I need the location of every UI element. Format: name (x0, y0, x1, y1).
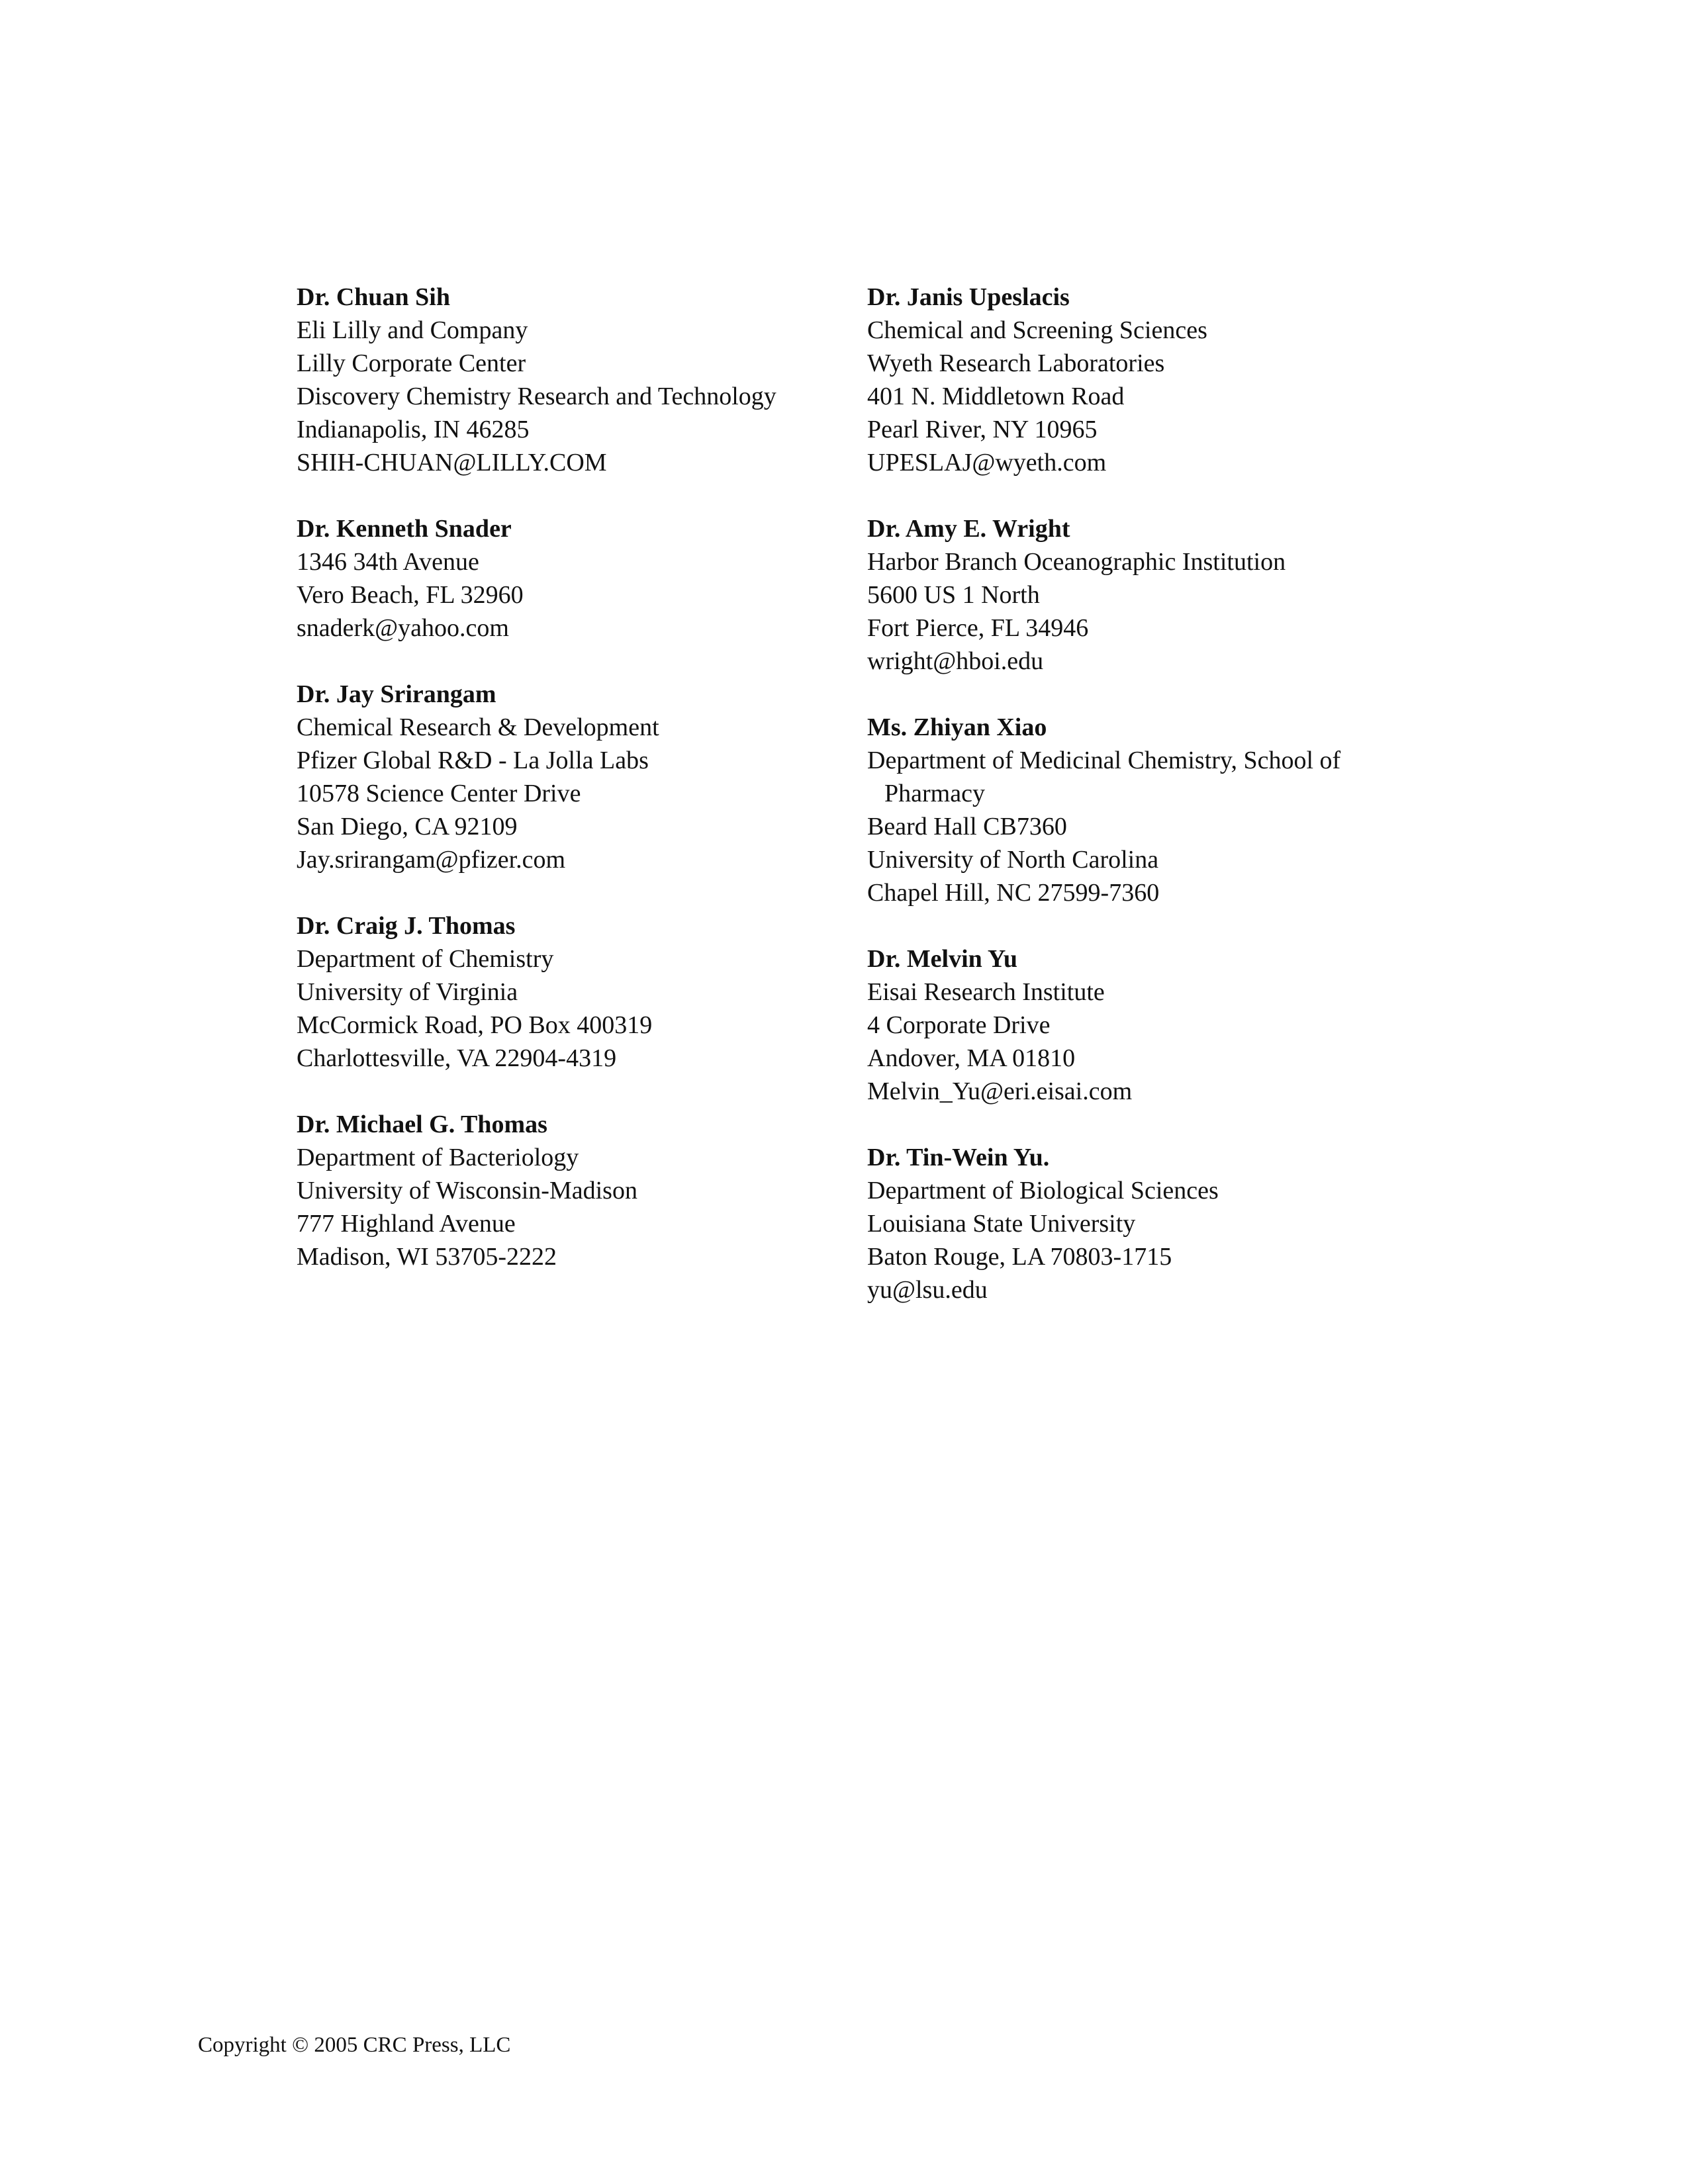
address-line: Madison, WI 53705-2222 (297, 1243, 557, 1271)
affiliation-line: Eisai Research Institute (867, 978, 1105, 1006)
affiliation-line: Lilly Corporate Center (297, 349, 526, 377)
address-line: 5600 US 1 North (867, 581, 1040, 609)
contributor-entry (297, 512, 839, 645)
address-line: Charlottesville, VA 22904-4319 (297, 1044, 617, 1072)
contributor-entry (867, 512, 1450, 678)
address-line: McCormick Road, PO Box 400319 (297, 1011, 653, 1039)
email-line: Melvin_Yu@eri.eisai.com (867, 1077, 1133, 1105)
contributor-entry (297, 1108, 839, 1273)
address-line: Beard Hall CB7360 (867, 813, 1067, 841)
address-line: Andover, MA 01810 (867, 1044, 1076, 1072)
affiliation-line: Louisiana State University (867, 1210, 1136, 1238)
contributor-entry (297, 909, 839, 1075)
address-line: Fort Pierce, FL 34946 (867, 614, 1089, 642)
address-line: San Diego, CA 92109 (297, 813, 518, 841)
contributor-entry (867, 942, 1450, 1108)
address-line: 401 N. Middletown Road (867, 383, 1125, 410)
contributor-name: Dr. Jay Srirangam (297, 680, 496, 708)
contributor-entry (867, 711, 1450, 909)
affiliation-line: Department of Bacteriology (297, 1144, 579, 1171)
affiliation-line: Chemical and Screening Sciences (867, 316, 1207, 344)
contributor-entry (297, 281, 839, 479)
email-line: SHIH-CHUAN@LILLY.COM (297, 449, 607, 477)
address-line: 1346 34th Avenue (297, 548, 479, 576)
contributor-name: Dr. Kenneth Snader (297, 515, 512, 543)
email-line: snaderk@yahoo.com (297, 614, 509, 642)
contributor-name: Dr. Craig J. Thomas (297, 912, 516, 940)
address-line: Baton Rouge, LA 70803-1715 (867, 1243, 1172, 1271)
contributor-entry (297, 678, 839, 876)
contributors-column-right (867, 281, 1450, 1340)
contributor-name: Dr. Tin-Wein Yu. (867, 1144, 1050, 1171)
affiliation-line: Harbor Branch Oceanographic Institution (867, 548, 1286, 576)
affiliation-line-continuation: Pharmacy (884, 780, 985, 807)
email-line: UPESLAJ@wyeth.com (867, 449, 1107, 477)
affiliation-line: Department of Chemistry (297, 945, 554, 973)
affiliation-line: Department of Biological Sciences (867, 1177, 1219, 1205)
address-line: 777 Highland Avenue (297, 1210, 516, 1238)
contributor-name: Dr. Michael G. Thomas (297, 1111, 547, 1138)
contributors-column-left (297, 281, 839, 1306)
address-line: Chapel Hill, NC 27599-7360 (867, 879, 1160, 907)
affiliation-line: Discovery Chemistry Research and Technology (297, 383, 776, 410)
contributor-entry (867, 281, 1450, 479)
address-line: Indianapolis, IN 46285 (297, 416, 530, 443)
address-line: 10578 Science Center Drive (297, 780, 581, 807)
address-line: Pearl River, NY 10965 (867, 416, 1098, 443)
copyright-notice: Copyright © 2005 CRC Press, LLC (198, 2033, 511, 2057)
contributor-name: Dr. Amy E. Wright (867, 515, 1070, 543)
affiliation-line: University of Wisconsin-Madison (297, 1177, 637, 1205)
email-line: yu@lsu.edu (867, 1276, 988, 1304)
email-line: Jay.srirangam@pfizer.com (297, 846, 566, 874)
affiliation-line: Department of Medicinal Chemistry, School of (867, 747, 1341, 774)
email-line: wright@hboi.edu (867, 647, 1044, 675)
affiliation-line: University of North Carolina (867, 846, 1159, 874)
contributor-entry (867, 1141, 1450, 1306)
affiliation-line: Eli Lilly and Company (297, 316, 528, 344)
affiliation-line: University of Virginia (297, 978, 518, 1006)
contributor-name: Dr. Chuan Sih (297, 283, 450, 311)
contributor-name: Dr. Melvin Yu (867, 945, 1017, 973)
address-line: 4 Corporate Drive (867, 1011, 1051, 1039)
affiliation-line: Pfizer Global R&D - La Jolla Labs (297, 747, 649, 774)
affiliation-line: Wyeth Research Laboratories (867, 349, 1165, 377)
affiliation-line: Chemical Research & Development (297, 713, 659, 741)
contributor-name: Ms. Zhiyan Xiao (867, 713, 1047, 741)
address-line: Vero Beach, FL 32960 (297, 581, 524, 609)
contributor-name: Dr. Janis Upeslacis (867, 283, 1070, 311)
